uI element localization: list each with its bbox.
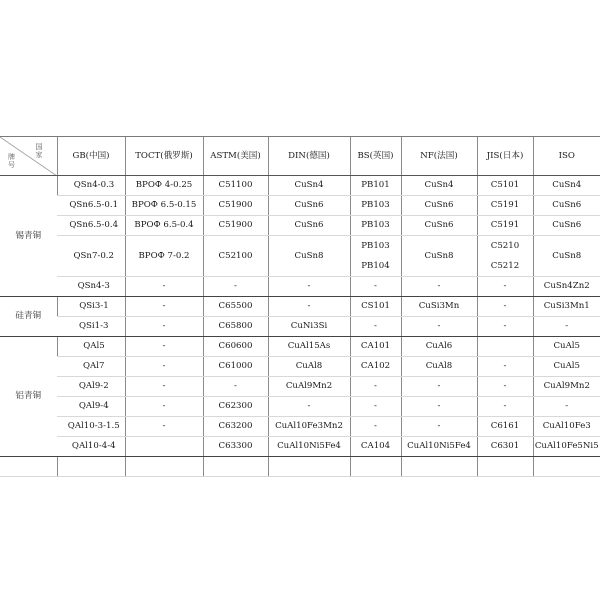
cell-jis: -	[477, 397, 533, 417]
cell-astm: C63300	[203, 437, 268, 457]
cell-toct: -	[125, 357, 203, 377]
cell-iso: CuAl5	[533, 337, 600, 357]
cell-nf: -	[401, 417, 477, 437]
cell-empty	[57, 457, 125, 477]
cell-iso: CuSi3Mn1	[533, 297, 600, 317]
cell-iso: CuAl9Mn2	[533, 377, 600, 397]
column-header-iso: ISO	[533, 137, 600, 176]
cell-din: -	[268, 397, 350, 417]
cell-gb: QSn4-0.3	[57, 176, 125, 196]
corner-label-country	[36, 143, 43, 159]
cell-empty	[268, 457, 350, 477]
cell-bs: CA104	[350, 437, 401, 457]
cell-astm: C52100	[203, 236, 268, 277]
cell-gb: QAl5	[57, 337, 125, 357]
cell-din: -	[268, 297, 350, 317]
column-header-nf: NF(法国)	[401, 137, 477, 176]
cell-din: CuNi3Si	[268, 317, 350, 337]
header-row	[0, 137, 600, 176]
cell-toct: -	[125, 397, 203, 417]
cell-din: CuAl9Mn2	[268, 377, 350, 397]
table-row	[0, 397, 600, 417]
cell-astm: C65500	[203, 297, 268, 317]
cell-gb: QSn6.5-0.4	[57, 216, 125, 236]
table-row	[0, 377, 600, 397]
cell-bs: -	[350, 277, 401, 297]
cell-astm: C62300	[203, 397, 268, 417]
corner-label-country-b: 家	[35, 151, 43, 159]
category-tin-bronze: 锡青铜	[0, 176, 57, 297]
cell-din: CuSn6	[268, 196, 350, 216]
cell-toct: BPOФ 6.5-0.15	[125, 196, 203, 216]
cell-iso: CuSn6	[533, 216, 600, 236]
cell-bs: -	[350, 377, 401, 397]
cell-jis: C6301	[477, 437, 533, 457]
cell-toct: -	[125, 417, 203, 437]
cell-jis	[477, 337, 533, 357]
cell-iso: CuAl10Fe3	[533, 417, 600, 437]
cell-nf: CuSn8	[401, 236, 477, 277]
cell-din: CuAl10Ni5Fe4	[268, 437, 350, 457]
cell-jis: -	[477, 357, 533, 377]
table-row	[0, 357, 600, 377]
cell-jis: C6161	[477, 417, 533, 437]
cell-toct	[125, 437, 203, 457]
cell-iso: -	[533, 397, 600, 417]
cell-bs: CA101	[350, 337, 401, 357]
cell-jis: C5191	[477, 196, 533, 216]
cell-toct: -	[125, 317, 203, 337]
cell-empty	[125, 457, 203, 477]
cell-toct: -	[125, 377, 203, 397]
cell-din: CuAl8	[268, 357, 350, 377]
cell-gb: QAl9-4	[57, 397, 125, 417]
table-row	[0, 337, 600, 357]
cell-bs: CS101	[350, 297, 401, 317]
cell-gb: QAl9-2	[57, 377, 125, 397]
standards-comparison-table	[0, 136, 600, 461]
table-row	[0, 236, 600, 277]
cell-nf: CuSn4	[401, 176, 477, 196]
cell-din: CuAl10Fe3Mn2	[268, 417, 350, 437]
cell-bs: CA102	[350, 357, 401, 377]
cell-din: CuSn6	[268, 216, 350, 236]
cell-bs: PB103	[350, 216, 401, 236]
cell-bs: -	[350, 317, 401, 337]
cell-jis: -	[477, 277, 533, 297]
table-body	[0, 176, 600, 477]
cell-empty	[0, 457, 57, 477]
cell-empty	[203, 457, 268, 477]
cell-din: -	[268, 277, 350, 297]
cell-gb: QAl7	[57, 357, 125, 377]
corner-label-grade-b: 号	[8, 161, 15, 169]
cell-din: CuSn8	[268, 236, 350, 277]
cell-bs-line-2: PB104	[361, 261, 390, 271]
cell-astm: C60600	[203, 337, 268, 357]
corner-label-country-a: 国	[35, 143, 43, 151]
column-header-jis: JIS(日本)	[477, 137, 533, 176]
table-row	[0, 196, 600, 216]
category-aluminium-bronze: 铝青铜	[0, 337, 57, 457]
cell-nf: CuAl10Ni5Fe4	[401, 437, 477, 457]
corner-label-grade	[8, 153, 15, 169]
cell-bs: PB103	[350, 196, 401, 216]
table	[0, 136, 600, 477]
cell-astm: -	[203, 377, 268, 397]
category-silicon-bronze: 硅青铜	[0, 297, 57, 337]
table-row	[0, 297, 600, 317]
column-header-din: DIN(德国)	[268, 137, 350, 176]
cell-empty	[477, 457, 533, 477]
cell-din: CuSn4	[268, 176, 350, 196]
cell-gb: QSi1-3	[57, 317, 125, 337]
cell-nf: CuSi3Mn	[401, 297, 477, 317]
cell-empty	[401, 457, 477, 477]
cell-nf: -	[401, 277, 477, 297]
table-row	[0, 437, 600, 457]
cell-jis: -	[477, 297, 533, 317]
cell-iso: CuAl10Fe5Ni5	[533, 437, 600, 457]
cell-astm: C51900	[203, 216, 268, 236]
table-row	[0, 417, 600, 437]
cell-jis-line-1: C5210	[490, 241, 520, 251]
table-row-empty	[0, 457, 600, 477]
column-header-astm: ASTM(美国)	[203, 137, 268, 176]
cell-jis: C5191	[477, 216, 533, 236]
cell-astm: -	[203, 277, 268, 297]
corner-header-cell	[0, 137, 57, 176]
cell-astm: C63200	[203, 417, 268, 437]
cell-jis-line-2: C5212	[490, 261, 520, 271]
cell-toct: BPOФ 6.5-0.4	[125, 216, 203, 236]
table-row	[0, 277, 600, 297]
cell-toct: BPOФ 4-0.25	[125, 176, 203, 196]
cell-jis: -	[477, 377, 533, 397]
cell-nf: CuAl8	[401, 357, 477, 377]
cell-gb: QAl10-4-4	[57, 437, 125, 457]
cell-empty	[533, 457, 600, 477]
column-header-toct: TOCT(俄罗斯)	[125, 137, 203, 176]
cell-nf: CuSn6	[401, 216, 477, 236]
cell-astm: C61000	[203, 357, 268, 377]
cell-astm: C51100	[203, 176, 268, 196]
column-header-gb: GB(中国)	[57, 137, 125, 176]
cell-iso: CuSn8	[533, 236, 600, 277]
cell-astm: C51900	[203, 196, 268, 216]
cell-iso: CuSn4	[533, 176, 600, 196]
cell-nf: CuSn6	[401, 196, 477, 216]
cell-jis: -	[477, 317, 533, 337]
cell-jis	[477, 236, 533, 277]
cell-din: CuAl15As	[268, 337, 350, 357]
cell-astm: C65800	[203, 317, 268, 337]
table-row	[0, 216, 600, 236]
cell-iso: CuAl5	[533, 357, 600, 377]
cell-gb: QAl10-3-1.5	[57, 417, 125, 437]
cell-empty	[350, 457, 401, 477]
cell-bs-line-1: PB103	[361, 241, 390, 251]
cell-iso: CuSn4Zn2	[533, 277, 600, 297]
cell-jis: C5101	[477, 176, 533, 196]
table-row	[0, 176, 600, 196]
cell-bs: PB101	[350, 176, 401, 196]
cell-gb: QSi3-1	[57, 297, 125, 317]
cell-nf: -	[401, 397, 477, 417]
cell-nf: -	[401, 317, 477, 337]
cell-bs: -	[350, 397, 401, 417]
cell-nf: -	[401, 377, 477, 397]
cell-bs	[350, 236, 401, 277]
corner-label-grade-a: 牌	[8, 153, 15, 161]
cell-toct: -	[125, 337, 203, 357]
cell-bs: -	[350, 417, 401, 437]
cell-toct: -	[125, 297, 203, 317]
cell-nf: CuAl6	[401, 337, 477, 357]
cell-toct: -	[125, 277, 203, 297]
table-row	[0, 317, 600, 337]
cell-gb: QSn6.5-0.1	[57, 196, 125, 216]
cell-iso: -	[533, 317, 600, 337]
cell-iso: CuSn6	[533, 196, 600, 216]
cell-gb: QSn4-3	[57, 277, 125, 297]
cell-toct: BPOФ 7-0.2	[125, 236, 203, 277]
column-header-bs: BS(英国)	[350, 137, 401, 176]
cell-gb: QSn7-0.2	[57, 236, 125, 277]
